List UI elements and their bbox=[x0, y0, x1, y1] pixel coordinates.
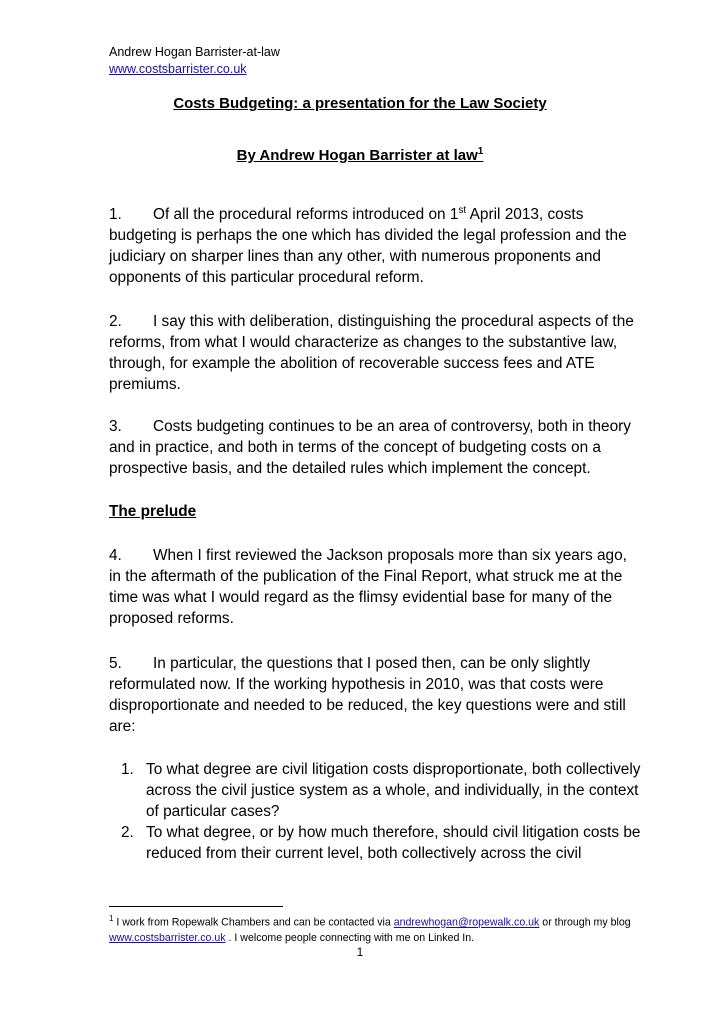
byline-footnote-mark[interactable]: 1 bbox=[477, 146, 484, 157]
paragraph-text: In particular, the questions that I posed then, can be only slightly reformulated now. If the working hypothesis in 2010, was that costs were disproportionate and needed to be reduced, the key questions were and still are: bbox=[109, 655, 626, 735]
paragraph-5 bbox=[109, 653, 637, 737]
paragraph-number: 1. bbox=[109, 206, 122, 223]
list-item-text: To what degree, or by how much therefore, should civil litigation costs be reduced from their current level, both collectively across the civil bbox=[146, 824, 641, 862]
paragraph-2 bbox=[109, 311, 637, 395]
footnote-blog-link[interactable]: www.costsbarrister.co.uk bbox=[109, 931, 226, 944]
footnote-text: . I welcome people connecting with me on Linked In. bbox=[225, 931, 475, 944]
paragraph-3 bbox=[109, 416, 637, 479]
footnote-mark: 1 bbox=[109, 914, 114, 923]
byline bbox=[0, 146, 720, 164]
byline-text: By Andrew Hogan Barrister at law bbox=[236, 147, 478, 164]
paragraph-4 bbox=[109, 545, 637, 629]
paragraph-number: 5. bbox=[109, 655, 122, 672]
list-item bbox=[121, 759, 641, 822]
numbered-list bbox=[121, 759, 641, 864]
list-item-number: 2. bbox=[121, 824, 134, 841]
paragraph-text-cont: April 2013, costs budgeting is perhaps the one which has divided the legal profession and the judiciary on sharper lines than any other, with numerous proponents and opponents of this particular procedural reform. bbox=[109, 206, 627, 286]
paragraph-number: 4. bbox=[109, 547, 122, 564]
footnote-text: or through my blog bbox=[539, 916, 631, 929]
list-item-number: 1. bbox=[121, 761, 134, 778]
paragraph-text: I say this with deliberation, distinguishing the procedural aspects of the reforms, from what I would characterize as changes to the substantive law, through, for example the abolition of recoverable success fees and ATE premiums. bbox=[109, 313, 634, 393]
footnote-separator bbox=[109, 906, 283, 907]
paragraph-text: Costs budgeting continues to be an area of controversy, both in theory and in practice, and both in terms of the concept of budgeting costs on a prospective basis, and the detailed rules which implement the concept. bbox=[109, 418, 631, 477]
document-title: Costs Budgeting: a presentation for the Law Society bbox=[173, 95, 547, 112]
list-item-text: To what degree are civil litigation costs disproportionate, both collectively across the civil justice system as a whole, and individually, in the context of particular cases? bbox=[146, 761, 641, 820]
list-item bbox=[121, 822, 641, 864]
footnote bbox=[109, 911, 639, 946]
paragraph-number: 3. bbox=[109, 418, 122, 435]
ordinal-suffix: st bbox=[458, 204, 467, 216]
paragraph-number: 2. bbox=[109, 313, 122, 330]
footnote-email-link[interactable]: andrewhogan@ropewalk.co.uk bbox=[393, 916, 540, 929]
header-website-link[interactable]: www.costsbarrister.co.uk bbox=[109, 62, 247, 76]
paragraph-text: When I first reviewed the Jackson proposals more than six years ago, in the aftermath of the publication of the Final Report, what struck me at the time was what I would regard as the flimsy evidential base for many of the proposed reforms. bbox=[109, 547, 627, 627]
page-number: 1 bbox=[356, 945, 364, 959]
paragraph-1 bbox=[109, 204, 637, 288]
paragraph-text: Of all the procedural reforms introduced on 1 bbox=[153, 206, 459, 223]
footnote-text: I work from Ropewalk Chambers and can be contacted via bbox=[113, 916, 394, 929]
header-author: Andrew Hogan Barrister-at-law bbox=[109, 45, 280, 59]
section-heading-prelude: The prelude bbox=[109, 503, 197, 520]
